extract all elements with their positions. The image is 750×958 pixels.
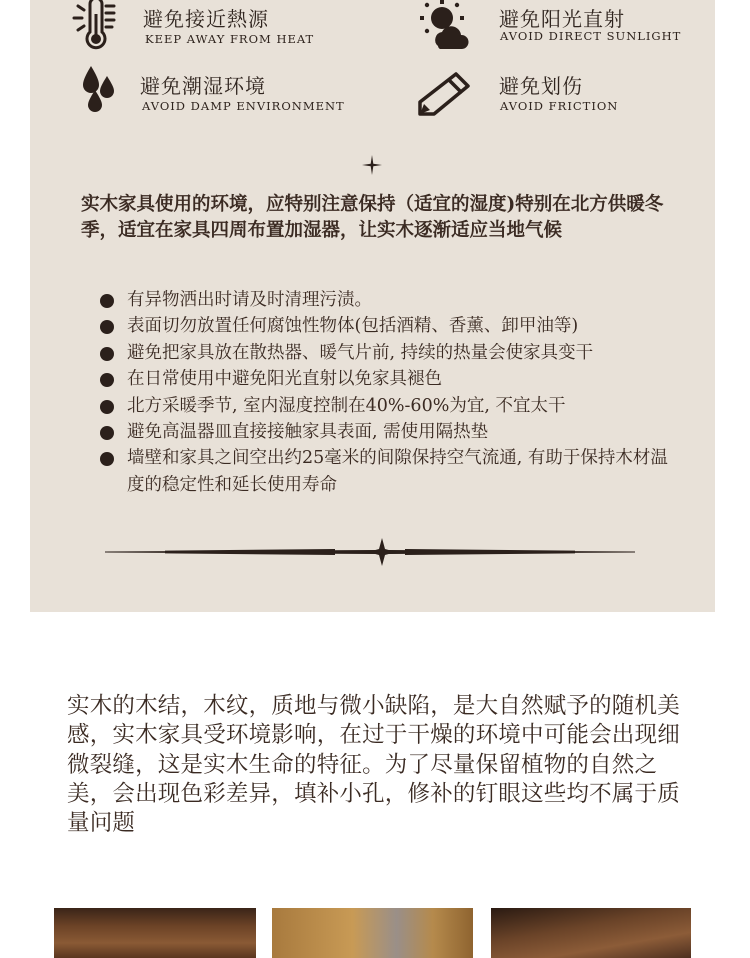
tip-heat-cn: 避免接近熱源 bbox=[143, 7, 269, 31]
list-item: 表面切勿放置任何腐蚀性物体(包括酒精、香薰、卸甲油等) bbox=[100, 313, 680, 339]
wood-photo-2 bbox=[272, 908, 473, 958]
tip-friction-cn: 避免划伤 bbox=[499, 74, 583, 98]
bullet-dot-icon bbox=[100, 294, 114, 308]
bullet-dot-icon bbox=[100, 452, 114, 466]
list-item: 避免把家具放在散热器、暖气片前, 持续的热量会使家具变干 bbox=[100, 340, 680, 366]
wood-nature-description: 实木的木结，木纹，质地与微小缺陷，是大自然赋予的随机美感，实木家具受环境影响，在过于干燥的环境中可能会出现细微裂缝，这是实木生命的特征。为了尽量保留植物的自然之美，会出现色彩差异，填补小孔，修补的钉眼这些均不属于质量问题 bbox=[67, 693, 680, 837]
tip-damp-en: AVOID DAMP ENVIRONMENT bbox=[142, 99, 345, 113]
bullet-dot-icon bbox=[100, 373, 114, 387]
tip-heat-en: KEEP AWAY FROM HEAT bbox=[145, 32, 315, 46]
list-item: 有异物洒出时请及时清理污渍。 bbox=[100, 287, 680, 313]
ornamental-divider bbox=[105, 538, 635, 570]
list-item: 北方采暖季节, 室内湿度控制在40%-60%为宜, 不宜太干 bbox=[100, 393, 680, 419]
tip-sunlight-cn: 避免阳光直射 bbox=[499, 7, 625, 31]
water-drops-icon bbox=[81, 64, 117, 112]
tip-sunlight-en: AVOID DIRECT SUNLIGHT bbox=[500, 29, 682, 43]
list-item: 避免高温器皿直接接触家具表面, 需使用隔热垫 bbox=[100, 419, 680, 445]
thermometer-icon bbox=[70, 0, 122, 50]
bullet-dot-icon bbox=[100, 347, 114, 361]
list-item: 墙壁和家具之间空出约25毫米的间隙保持空气流通, 有助于保持木材温度的稳定性和延长使用寿命 bbox=[100, 445, 680, 498]
humidity-notice: 实木家具使用的环境，应特别注意保持（适宜的湿度)特别在北方供暖冬季，适宜在家具四周布置加湿器，让实木逐渐适应当地气候 bbox=[81, 194, 664, 241]
star-ornament-icon bbox=[362, 155, 382, 179]
sun-cloud-icon bbox=[416, 0, 472, 52]
tip-damp-cn: 避免潮湿环境 bbox=[140, 74, 266, 98]
bullet-dot-icon bbox=[100, 400, 114, 414]
wood-photo-1 bbox=[54, 908, 256, 958]
pencil-icon bbox=[416, 68, 474, 118]
bullet-dot-icon bbox=[100, 320, 114, 334]
tip-friction-en: AVOID FRICTION bbox=[500, 99, 619, 113]
list-item: 在日常使用中避免阳光直射以免家具褪色 bbox=[100, 366, 680, 392]
bullet-dot-icon bbox=[100, 426, 114, 440]
care-instructions-list bbox=[100, 287, 680, 498]
wood-photo-3 bbox=[491, 908, 691, 958]
